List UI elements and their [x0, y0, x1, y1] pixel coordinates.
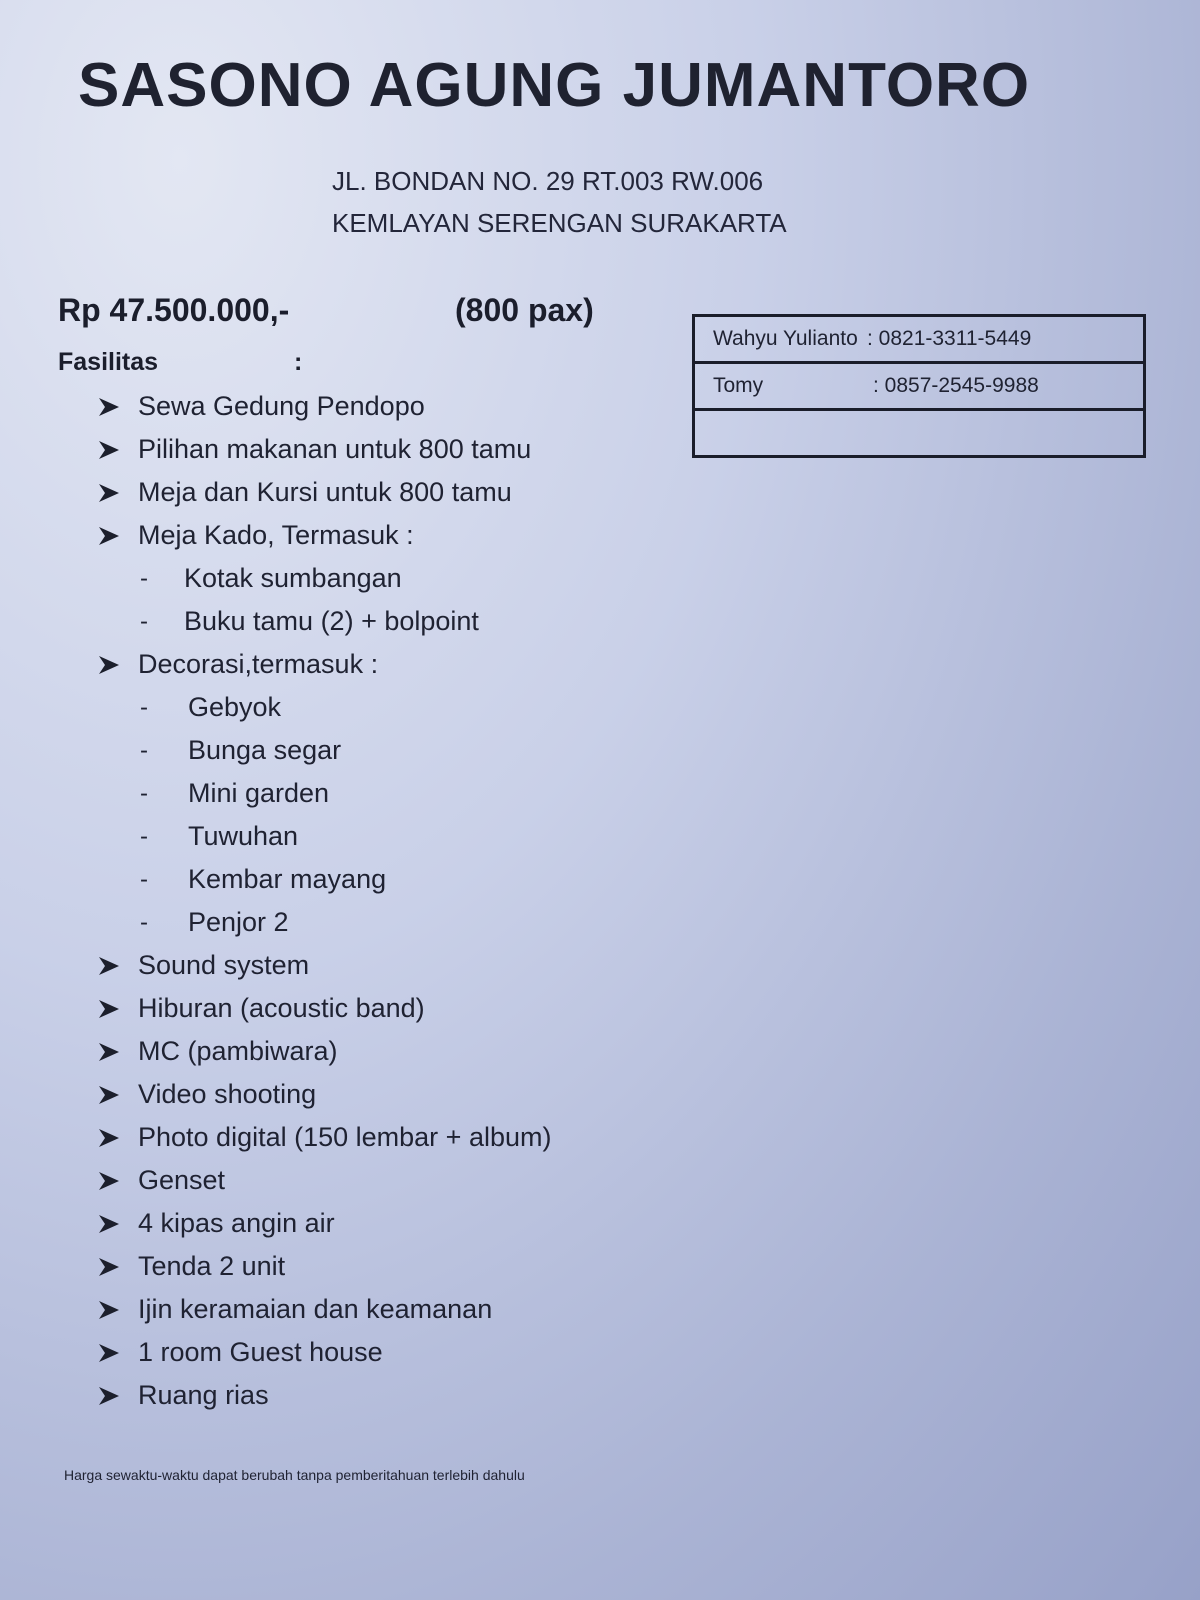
facility-item — [98, 901, 658, 944]
facility-text: Mini garden — [188, 778, 330, 808]
dash-bullet-icon: - — [140, 736, 148, 764]
facility-text: MC (pambiwara) — [138, 1036, 338, 1066]
dash-bullet-icon: - — [140, 693, 148, 721]
facility-item — [98, 1030, 658, 1073]
facility-text: 4 kipas angin air — [138, 1208, 335, 1238]
arrow-bullet-icon — [98, 1085, 138, 1105]
facility-item — [98, 514, 658, 557]
facility-text: Sound system — [138, 950, 310, 980]
arrow-bullet-icon — [98, 1171, 138, 1191]
contact-row — [695, 317, 1143, 364]
facility-text: Gebyok — [188, 692, 282, 722]
facility-text: Ijin keramaian dan keamanan — [138, 1294, 493, 1324]
dash-bullet-icon: - — [140, 822, 148, 850]
facility-item — [98, 944, 658, 987]
facilities-colon: : — [294, 348, 303, 376]
arrow-bullet-icon — [98, 1042, 138, 1062]
facility-item — [98, 1202, 658, 1245]
facility-text: Ruang rias — [138, 1380, 269, 1410]
facilities-list — [98, 385, 658, 1417]
facility-text: Penjor 2 — [188, 907, 289, 937]
dash-bullet-icon: - — [140, 865, 148, 893]
facility-text: Sewa Gedung Pendopo — [138, 391, 425, 421]
contact-phone: : 0821-3311-5449 — [867, 327, 1032, 350]
facility-item — [98, 858, 658, 901]
contact-name: Tomy — [713, 374, 764, 397]
arrow-bullet-icon — [98, 1343, 138, 1363]
facility-item — [98, 772, 658, 815]
arrow-bullet-icon — [98, 526, 138, 546]
arrow-bullet-icon — [98, 1386, 138, 1406]
arrow-bullet-icon — [98, 440, 138, 460]
facility-item — [98, 428, 658, 471]
facility-item — [98, 1245, 658, 1288]
arrow-bullet-icon — [98, 999, 138, 1019]
arrow-bullet-icon — [98, 956, 138, 976]
facility-item — [98, 729, 658, 772]
facility-item — [98, 643, 658, 686]
arrow-bullet-icon — [98, 1214, 138, 1234]
contact-row — [695, 364, 1143, 411]
arrow-bullet-icon — [98, 1300, 138, 1320]
facility-text: Video shooting — [138, 1079, 317, 1109]
dash-bullet-icon: - — [140, 779, 148, 807]
facility-text: Genset — [138, 1165, 226, 1195]
facility-text: Kembar mayang — [188, 864, 387, 894]
facility-item — [98, 385, 658, 428]
contact-name: Wahyu Yulianto — [713, 327, 858, 350]
facility-item — [98, 987, 658, 1030]
facility-item — [98, 471, 658, 514]
dash-bullet-icon: - — [140, 908, 148, 936]
facility-text: Tenda 2 unit — [138, 1251, 286, 1281]
arrow-bullet-icon — [98, 483, 138, 503]
contact-phone: : 0857-2545-9988 — [873, 374, 1039, 397]
facility-item — [98, 600, 658, 643]
facility-item — [98, 1374, 658, 1417]
facility-text: Decorasi,termasuk : — [138, 649, 379, 679]
venue-title: SASONO AGUNG JUMANTORO — [78, 51, 1031, 120]
package-price: Rp 47.500.000,- — [58, 292, 290, 328]
address-line-1: JL. BONDAN NO. 29 RT.003 RW.006 — [332, 166, 764, 196]
package-pax: (800 pax) — [455, 292, 594, 328]
facilities-heading — [58, 348, 303, 377]
facility-item — [98, 1288, 658, 1331]
facility-text: Pilihan makanan untuk 800 tamu — [138, 434, 532, 464]
arrow-bullet-icon — [98, 655, 138, 675]
facility-item — [98, 1116, 658, 1159]
facility-text: Photo digital (150 lembar + album) — [138, 1122, 552, 1152]
venue-address — [332, 160, 787, 244]
facility-text: Bunga segar — [188, 735, 342, 765]
facility-item — [98, 1331, 658, 1374]
contact-table — [692, 314, 1146, 458]
facility-item — [98, 557, 658, 600]
dash-bullet-icon: - — [140, 607, 148, 635]
facility-text: Meja dan Kursi untuk 800 tamu — [138, 477, 512, 507]
facility-item — [98, 815, 658, 858]
price-disclaimer: Harga sewaktu-waktu dapat berubah tanpa pemberitahuan terlebih dahulu — [64, 1467, 525, 1483]
facility-item — [98, 1159, 658, 1202]
facility-text: Hiburan (acoustic band) — [138, 993, 425, 1023]
facility-text: 1 room Guest house — [138, 1337, 383, 1367]
facility-text: Meja Kado, Termasuk : — [138, 520, 414, 550]
facility-item — [98, 686, 658, 729]
facility-text: Buku tamu (2) + bolpoint — [184, 606, 479, 636]
dash-bullet-icon: - — [140, 564, 148, 592]
arrow-bullet-icon — [98, 1128, 138, 1148]
arrow-bullet-icon — [98, 1257, 138, 1277]
address-line-2: KEMLAYAN SERENGAN SURAKARTA — [332, 208, 787, 238]
facility-item — [98, 1073, 658, 1116]
arrow-bullet-icon — [98, 397, 138, 417]
facilities-label: Fasilitas — [58, 348, 159, 376]
contact-row — [695, 411, 1143, 455]
facility-text: Tuwuhan — [188, 821, 299, 851]
facility-text: Kotak sumbangan — [184, 563, 402, 593]
